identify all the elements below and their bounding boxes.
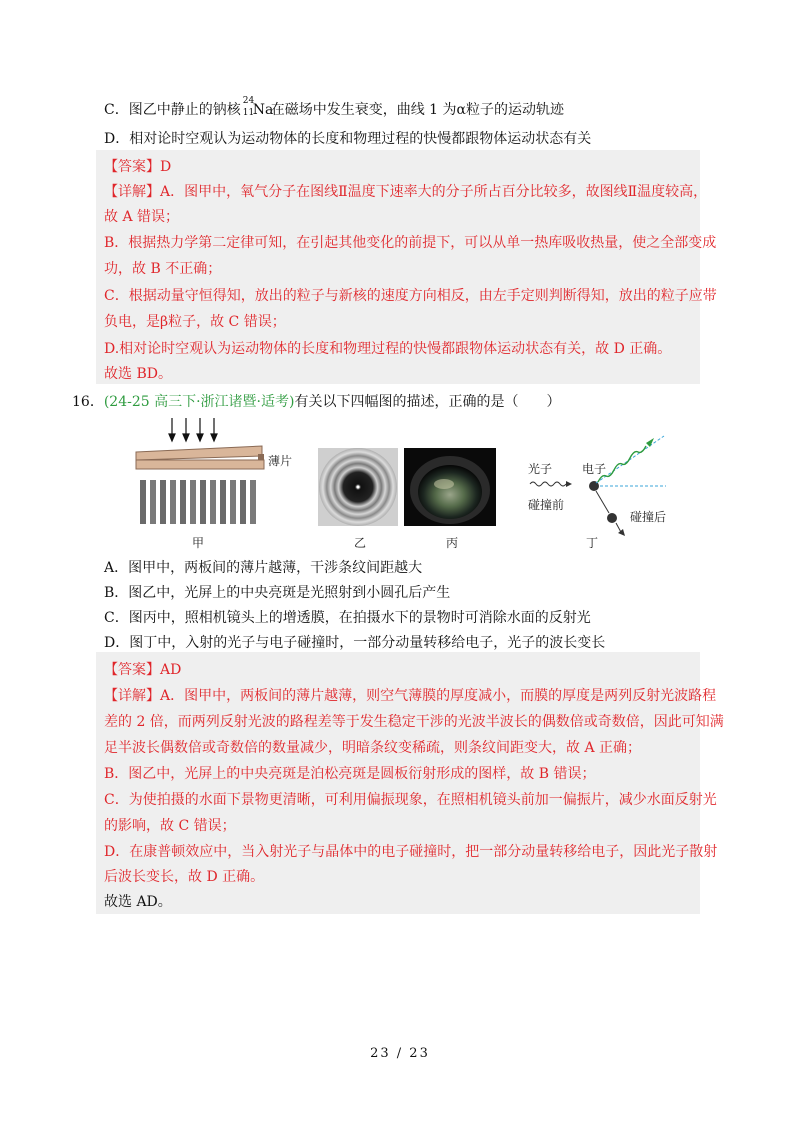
q16-stem (72, 392, 560, 412)
electron-after (607, 513, 617, 523)
q16-option-c: C．图丙中，照相机镜头上的增透膜，在拍摄水下的景物时可消除水面的反射光 (104, 610, 591, 626)
thin-film-shim (258, 454, 264, 460)
q16-answer: 【答案】AD (104, 662, 182, 678)
q15-option-c-post: 在磁场中发生衰变，曲线 1 为α粒子的运动轨迹 (270, 102, 564, 118)
incident-light-arrows-icon (169, 418, 217, 441)
caption-yi: 乙 (354, 536, 367, 550)
q15-detail-line-3: B．根据热力学第二定律可知，在引起其他变化的前提下，可以从单一热库吸收热量，使之全部变成 (104, 235, 717, 251)
q16-detail-line-8: 后波长变长，故 D 正确。 (104, 869, 265, 885)
label-thin-film: 薄片 (268, 454, 293, 468)
caption-bing: 丙 (446, 536, 459, 550)
q15-detail-line-2: 故 A 错误； (104, 209, 180, 225)
label-electron: 电子 (582, 462, 607, 476)
q16-detail-line-7: D．在康普顿效应中，当入射光子与晶体中的电子碰撞时，把一部分动量转移给电子，因此光子散射 (104, 844, 718, 860)
q15-detail-line-5: C．根据动量守恒得知，放出的粒子与新核的速度方向相反，由左手定则判断得知，放出的粒子应带 (104, 288, 717, 304)
q15-answer: 【答案】D (104, 159, 172, 175)
lower-glass-plate (136, 460, 264, 469)
q16-number: 16． (72, 394, 104, 410)
q15-detail-line-6: 负电，是β粒子，故 C 错误； (104, 314, 286, 330)
sodium-nucleus-symbol (241, 96, 274, 120)
q15-conclusion: 故选 BD。 (104, 366, 172, 382)
q16-conclusion: 故选 AD。 (104, 894, 172, 910)
interference-fringes (140, 480, 256, 524)
q16-detail-line-3: 足半波长偶数倍或奇数倍的数量减少，明暗条纹变稀疏，则条纹间距变大，故 A 正确； (104, 740, 642, 756)
q16-option-b: B．图乙中，光屏上的中央亮斑是光照射到小圆孔后产生 (104, 585, 451, 601)
caption-jia: 甲 (192, 536, 205, 550)
label-photon: 光子 (528, 462, 553, 476)
sodium-symbol: Na (252, 102, 274, 118)
q16-detail-line-5: C．为使拍摄的水面下景物更清晰，可利用偏振现象，在照相机镜头前加一偏振片，减少水面反射光 (104, 792, 717, 808)
q16-stem-text: 有关以下四幅图的描述，正确的是（ ） (294, 394, 561, 410)
q15-detail-line-4: 功，故 B 不正确； (104, 261, 222, 277)
sodium-atomic-number: 11 (242, 108, 255, 118)
upper-glass-plate (136, 446, 262, 460)
q16-option-a: A．图甲中，两板间的薄片越薄，干涉条纹间距越大 (104, 560, 423, 576)
q16-source: (24-25 高三下·浙江诸暨·适考) (103, 394, 295, 410)
page-number: 23 / 23 (370, 1046, 430, 1061)
label-before-collision: 碰撞前 (528, 498, 565, 512)
figure-jia-thin-film-interference (130, 416, 293, 541)
label-after-collision: 碰撞后 (630, 510, 667, 524)
q16-option-d: D．图丁中，入射的光子与电子碰撞时，一部分动量转移给电子，光子的波长变长 (104, 635, 606, 651)
caption-ding: 丁 (586, 536, 599, 550)
q16-detail-line-1: 【详解】A．图甲中，两板间的薄片越薄，则空气薄膜的厚度减小，而膜的厚度是两列反射光波路程 (104, 688, 717, 704)
q15-option-c-pre: C．图乙中静止的钠核 (104, 102, 241, 118)
q15-option-c (104, 96, 564, 120)
q16-detail-line-4: B．图乙中，光屏上的中央亮斑是泊松亮斑是圆板衍射形成的图样，故 B 错误； (104, 766, 596, 782)
q16-detail-line-2: 差的 2 倍，而两列反射光波的路程差等于发生稳定干涉的光波半波长的偶数倍或奇数倍，因此可知满 (104, 714, 724, 730)
central-bright-spot (357, 486, 360, 489)
q15-option-d: D．相对论时空观认为运动物体的长度和物理过程的快慢都跟物体运动状态有关 (104, 131, 592, 147)
q16-figures (130, 416, 670, 551)
q16-detail-line-6: 的影响，故 C 错误； (104, 818, 236, 834)
incident-photon-wave (530, 482, 566, 486)
figure-yi-poisson-spot (318, 448, 398, 526)
figure-bing-camera-lens (404, 448, 496, 526)
q15-detail-line-7: D.相对论时空观认为运动物体的长度和物理过程的快慢都跟物体运动状态有关，故 D 正确。 (104, 341, 672, 357)
sodium-mass-number: 24 (242, 96, 255, 106)
q15-detail-line-1: 【详解】A．图甲中，氧气分子在图线Ⅱ温度下速率大的分子所占百分比较多，故图线Ⅱ温度较高， (104, 184, 708, 200)
